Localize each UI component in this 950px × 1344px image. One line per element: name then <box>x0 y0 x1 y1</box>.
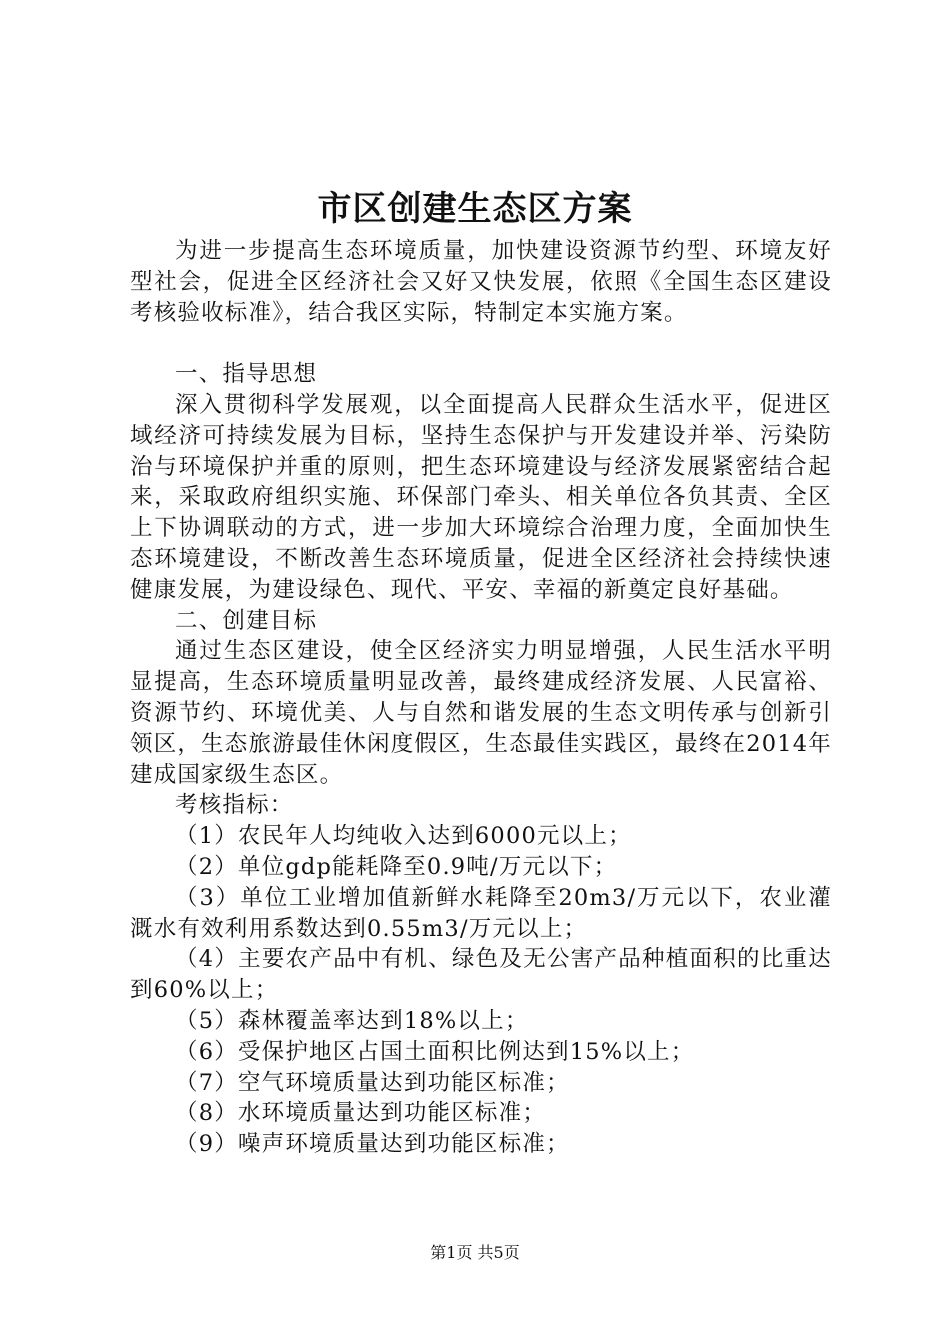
document-body <box>130 236 832 1160</box>
indicator-item: （3）单位工业增加值新鲜水耗降至20m3/万元以下，农业灌溉水有效利用系数达到0.55m3/万元以上； <box>130 884 832 942</box>
indicator-item: （5）森林覆盖率达到18%以上； <box>175 1007 529 1034</box>
indicator-item: （7）空气环境质量达到功能区标准； <box>175 1069 570 1096</box>
guiding-thought-paragraph: 深入贯彻科学发展观，以全面提高人民群众生活水平，促进区域经济可持续发展为目标，坚持生态保护与开发建设并举、污染防治与环境保护并重的原则，把生态环境建设与经济发展紧密结合起来，采取政府组织实施、环保部门牵头、相关单位各负其责、全区上下协调联动的方式，进一步加大环境综合治理力度，全面加快生态环境建设，不断改善生态环境质量，促进全区经济社会持续快速健康发展，为建设绿色、现代、平安、幸福的新奠定良好基础。 <box>130 391 832 603</box>
indicators-heading: 考核指标： <box>175 792 294 819</box>
indicator-item: （2）单位gdp能耗降至0.9吨/万元以下； <box>175 853 618 880</box>
indicator-item: （8）水环境质量达到功能区标准； <box>175 1100 547 1127</box>
section-heading-goals: 二、创建目标 <box>175 607 318 634</box>
document-title: 市区创建生态区方案 <box>317 189 633 229</box>
intro-paragraph: 为进一步提高生态环境质量，加快建设资源节约型、环境友好型社会，促进全区经济社会又好又快发展，依照《全国生态区建设考核验收标准》，结合我区实际，特制定本实施方案。 <box>130 238 832 326</box>
indicator-item: （4）主要农产品中有机、绿色及无公害产品种植面积的比重达到60%以上； <box>130 946 832 1004</box>
goals-paragraph: 通过生态区建设，使全区经济实力明显增强，人民生活水平明显提高，生态环境质量明显改善，最终建成经济发展、人民富裕、资源节约、环境优美、人与自然和谐发展的生态文明传承与创新引领区，生态旅游最佳休闲度假区，生态最佳实践区，最终在2014年建成国家级生态区。 <box>130 638 832 788</box>
indicator-item: （9）噪声环境质量达到功能区标准； <box>175 1131 570 1158</box>
indicator-item: （6）受保护地区占国土面积比例达到15%以上； <box>175 1038 695 1065</box>
page-number-footer: 第1页 共5页 <box>430 1243 520 1262</box>
indicator-item: （1）农民年人均纯收入达到6000元以上； <box>175 823 632 850</box>
section-heading-guiding-thought: 一、指导思想 <box>175 361 318 388</box>
